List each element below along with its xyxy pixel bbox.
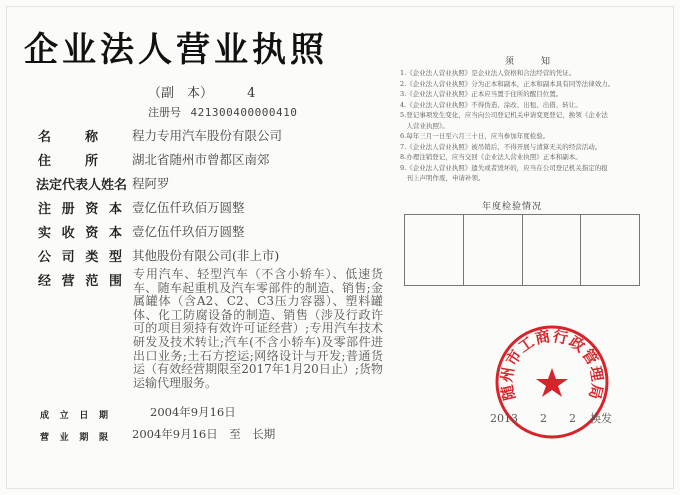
legal-rep-name: 程阿罗 <box>132 176 170 191</box>
business-scope-label: 经 营 范 围 <box>38 274 122 289</box>
inspection-cell <box>405 215 464 285</box>
notice-item: 2.《企业法人营业执照》分为正本和副本，正本和副本具有同等法律效力。 <box>400 79 615 88</box>
notice-item: 4.《企业法人营业执照》不得伪造、涂改、出租、出借、转让。 <box>400 100 582 109</box>
company-address: 湖北省随州市曾都区南郊 <box>132 152 270 167</box>
registration-label: 注册号 <box>148 106 181 119</box>
inspection-cell <box>581 215 639 285</box>
registered-capital-label: 注 册 资 本 <box>38 202 122 217</box>
issue-day: 2 <box>569 412 576 425</box>
svg-text:随州市工商行政管理局 <box>497 327 606 402</box>
established-date: 2004年9月16日 <box>150 405 236 419</box>
name-label: 名 称 <box>38 130 98 145</box>
seal-text: 随州市工商行政管理局 <box>497 326 607 403</box>
business-scope: 专用汽车、轻型汽车（不含小轿车）、低速货车、随车起重机及汽车零部件的制造、销售;金属罐体（含A2、C2、C3压力容器）、塑料罐体、化工防腐设备的制造、销售（涉及行政许可的项目须持有效许可证经营）;专用汽车技术研发及技术转让;汽车(不含小轿车)及零部件进出口业务;土石方挖运;网络设计与开发;普通货运（有效经营期限至2017年1月20日止）;货物运输代理服务。 <box>133 267 383 390</box>
copy-label-line <box>148 82 255 101</box>
issue-suffix: 换发 <box>590 412 612 425</box>
issue-date <box>490 410 612 426</box>
issue-year: 2013 <box>490 412 518 425</box>
notice-item: 5.登记事项发生变化，应当向公司登记机关申请变更登记，换领《企业法 <box>400 111 608 119</box>
paid-capital: 壹亿伍仟玖佰万圆整 <box>132 224 245 239</box>
established-label: 成 立 日 期 <box>40 411 108 421</box>
inspection-cell <box>523 215 582 285</box>
notice-item: 人营业执照》。 <box>400 121 449 130</box>
notice-title: 须 知 <box>505 57 554 67</box>
legal-rep-label: 法定代表人姓名 <box>36 178 128 193</box>
registration-number: 421300400000410 <box>190 106 298 119</box>
notice-item: 9.《企业法人营业执照》遗失或者毁坏的，应当在公司登记机关指定的报 <box>400 163 608 172</box>
copy-number: 4 <box>247 86 256 101</box>
company-type: 其他股份有限公司(非上市) <box>132 248 280 263</box>
annual-inspection-title: 年度检验情况 <box>482 202 543 212</box>
notice-item: 1.《企业法人营业执照》是企业法人资格和合法经营的凭证。 <box>400 69 576 77</box>
registered-capital: 壹亿伍仟玖佰万圆整 <box>132 200 245 215</box>
business-term: 2004年9月16日 至 长期 <box>132 427 276 441</box>
company-name: 程力专用汽车股份有限公司 <box>132 128 283 143</box>
annual-inspection-grid <box>404 214 640 286</box>
paid-capital-label: 实 收 资 本 <box>38 226 122 241</box>
issue-month: 2 <box>540 412 547 425</box>
notice-item: 3.《企业法人营业执照》正本应当置于住所的醒目位置。 <box>400 90 563 98</box>
term-label: 营 业 期 限 <box>40 433 108 443</box>
company-type-label: 公 司 类 型 <box>38 250 122 265</box>
notice-list <box>400 68 640 184</box>
inspection-cell <box>464 215 523 285</box>
registration-line <box>148 104 297 120</box>
notice-item: 8.办理注销登记，应当交回《企业法人营业执照》正本和副本。 <box>400 153 582 161</box>
notice-item: 7.《企业法人营业执照》被吊销后，不得开展与清算无关的经营活动。 <box>400 142 602 151</box>
notice-item: 6.每年三月一日至六月三十日，应当参加年度检验。 <box>400 132 550 140</box>
copy-label: （副 本） <box>148 86 214 101</box>
notice-item: 刊上声明作废，申请补领。 <box>400 174 485 182</box>
license-title: 企业法人营业执照 <box>24 30 328 70</box>
address-label: 住 所 <box>38 154 98 169</box>
